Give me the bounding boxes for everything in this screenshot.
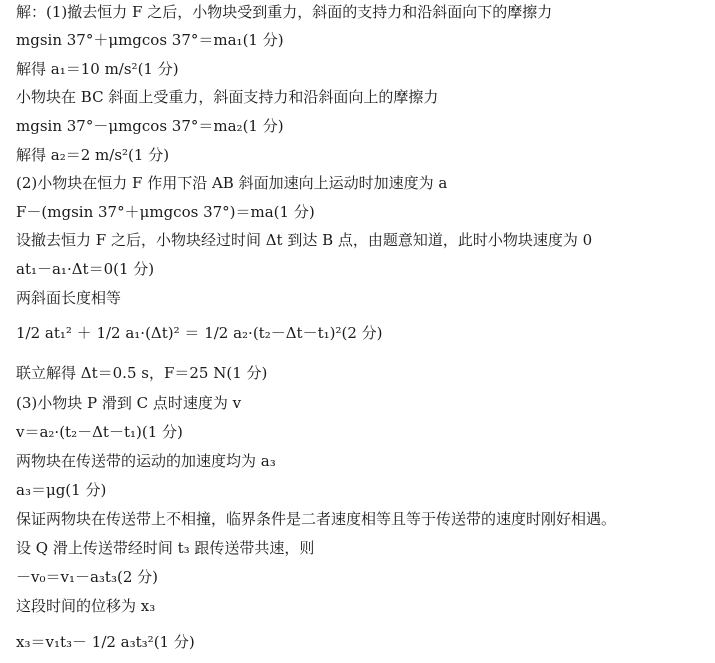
solution-line-9: 设撤去恒力 F 之后，小物块经过时间 Δt 到达 B 点，由题意知道，此时小物块速度为 0 [16, 231, 593, 249]
solution-line-20: －v₀＝v₁－a₃t₃(2 分) [16, 568, 158, 586]
solution-line-8: F－(mgsin 37°＋μmgcos 37°)＝ma(1 分) [16, 203, 315, 221]
solution-line-19: 设 Q 滑上传送带经时间 t₃ 跟传送带共速，则 [16, 539, 315, 557]
solution-line-13: 联立解得 Δt＝0.5 s，F＝25 N(1 分) [16, 364, 268, 382]
solution-line-22-equation: x₃＝v₁t₃－ 1/2 a₃t₃²(1 分) [16, 633, 195, 651]
solution-line-7: (2)小物块在恒力 F 作用下沿 AB 斜面加速向上运动时加速度为 a [16, 174, 448, 192]
solution-line-17: a₃＝μg(1 分) [16, 481, 107, 499]
solution-line-1: 解：(1)撤去恒力 F 之后，小物块受到重力，斜面的支持力和沿斜面向下的摩擦力 [16, 3, 553, 21]
solution-line-2: mgsin 37°＋μmgcos 37°＝ma₁(1 分) [16, 31, 284, 49]
solution-line-10: at₁－a₁·Δt＝0(1 分) [16, 260, 155, 278]
solution-line-21: 这段时间的位移为 x₃ [16, 597, 156, 615]
solution-line-15: v＝a₂·(t₂－Δt－t₁)(1 分) [16, 423, 183, 441]
solution-line-5: mgsin 37°－μmgcos 37°＝ma₂(1 分) [16, 117, 284, 135]
solution-line-18: 保证两物块在传送带上不相撞，临界条件是二者速度相等且等于传送带的速度时刚好相遇。 [16, 510, 617, 528]
solution-line-14: (3)小物块 P 滑到 C 点时速度为 v [16, 394, 242, 412]
solution-line-12-equation: 1/2 at₁² ＋ 1/2 a₁·(Δt)² ＝ 1/2 a₂·(t₂－Δt－t₁)²(2 分) [16, 324, 383, 342]
solution-line-4: 小物块在 BC 斜面上受重力，斜面支持力和沿斜面向上的摩擦力 [16, 88, 439, 106]
solution-line-3: 解得 a₁＝10 m/s²(1 分) [16, 60, 179, 78]
solution-line-6: 解得 a₂＝2 m/s²(1 分) [16, 146, 170, 164]
solution-line-11: 两斜面长度相等 [16, 289, 122, 307]
solution-line-16: 两物块在传送带的运动的加速度均为 a₃ [16, 452, 276, 470]
